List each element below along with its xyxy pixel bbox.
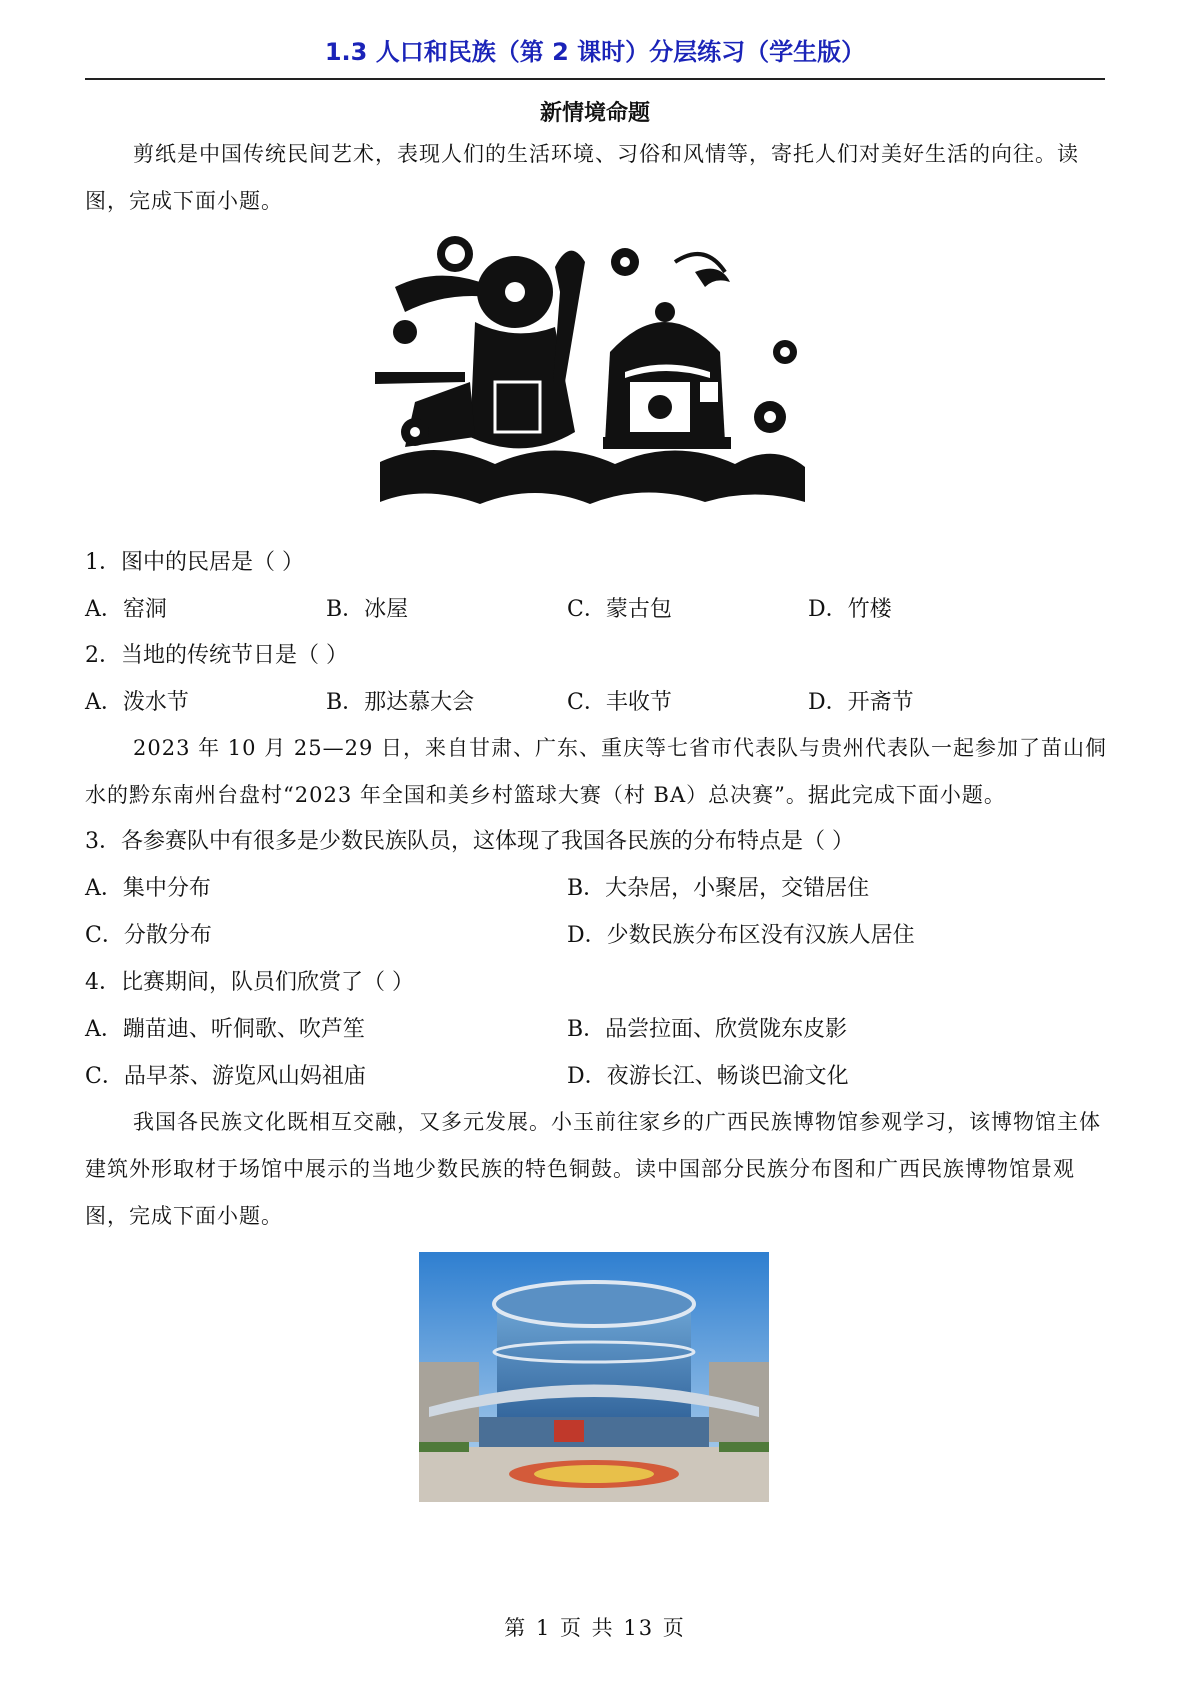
question-4-option-a: A．蹦苗迪、听侗歌、吹芦笙 <box>85 1017 365 1042</box>
intro-paragraph-1 <box>85 131 1107 225</box>
question-3-option-c: C．分散分布 <box>85 923 212 948</box>
question-4-option-c: C．品早茶、游览风山妈祖庙 <box>85 1064 366 1089</box>
question-2-option-d: D．开斋节 <box>808 690 914 715</box>
question-1-option-a: A．窑洞 <box>85 597 167 622</box>
question-3-option-b: B．大杂居，小聚居，交错居住 <box>567 876 870 901</box>
question-1-option-d: D．竹楼 <box>808 597 892 622</box>
intro-paragraph-2-text: 2023 年 10 月 25—29 日，来自甘肃、广东、重庆等七省市代表队与贵州代表队一起参加了苗山侗水的黔东南州台盘村“2023 年全国和美乡村篮球大赛（村 BA）总决赛”。据此完成下面小题。 <box>85 736 1107 807</box>
question-2-option-b: B．那达慕大会 <box>326 690 475 715</box>
question-1-option-b: B．冰屋 <box>326 597 409 622</box>
question-4-option-d: D．夜游长江、畅谈巴渝文化 <box>567 1064 849 1089</box>
question-3: 3．各参赛队中有很多是少数民族队员，这体现了我国各民族的分布特点是（ ） <box>85 829 854 854</box>
museum-photo <box>419 1252 769 1502</box>
paper-cut-image <box>375 232 815 522</box>
question-4-option-b: B．品尝拉面、欣赏陇东皮影 <box>567 1017 848 1042</box>
question-2-option-a: A．泼水节 <box>85 690 189 715</box>
intro-paragraph-3-text: 我国各民族文化既相互交融，又多元发展。小玉前往家乡的广西民族博物馆参观学习，该博物馆主体建筑外形取材于场馆中展示的当地少数民族的特色铜鼓。读中国部分民族分布图和广西民族博物馆景观图，完成下面小题。 <box>85 1110 1101 1228</box>
intro-paragraph-3 <box>85 1099 1107 1240</box>
question-3-option-d: D．少数民族分布区没有汉族人居住 <box>567 923 915 948</box>
intro-paragraph-1-text: 剪纸是中国传统民间艺术，表现人们的生活环境、习俗和风情等，寄托人们对美好生活的向往。读图，完成下面小题。 <box>85 142 1079 213</box>
question-2-option-c: C．丰收节 <box>567 690 672 715</box>
question-1: 1．图中的民居是（ ） <box>85 550 304 575</box>
question-1-option-c: C．蒙古包 <box>567 597 672 622</box>
page-footer: 第 1 页 共 13 页 <box>504 1616 686 1640</box>
question-4: 4．比赛期间，队员们欣赏了（ ） <box>85 970 414 995</box>
question-3-option-a: A．集中分布 <box>85 876 211 901</box>
section-title: 新情境命题 <box>539 101 650 126</box>
question-2: 2．当地的传统节日是（ ） <box>85 643 348 668</box>
header-title: 1.3 人口和民族（第 2 课时）分层练习（学生版） <box>324 38 866 66</box>
header-divider <box>85 78 1105 80</box>
intro-paragraph-2 <box>85 725 1107 819</box>
